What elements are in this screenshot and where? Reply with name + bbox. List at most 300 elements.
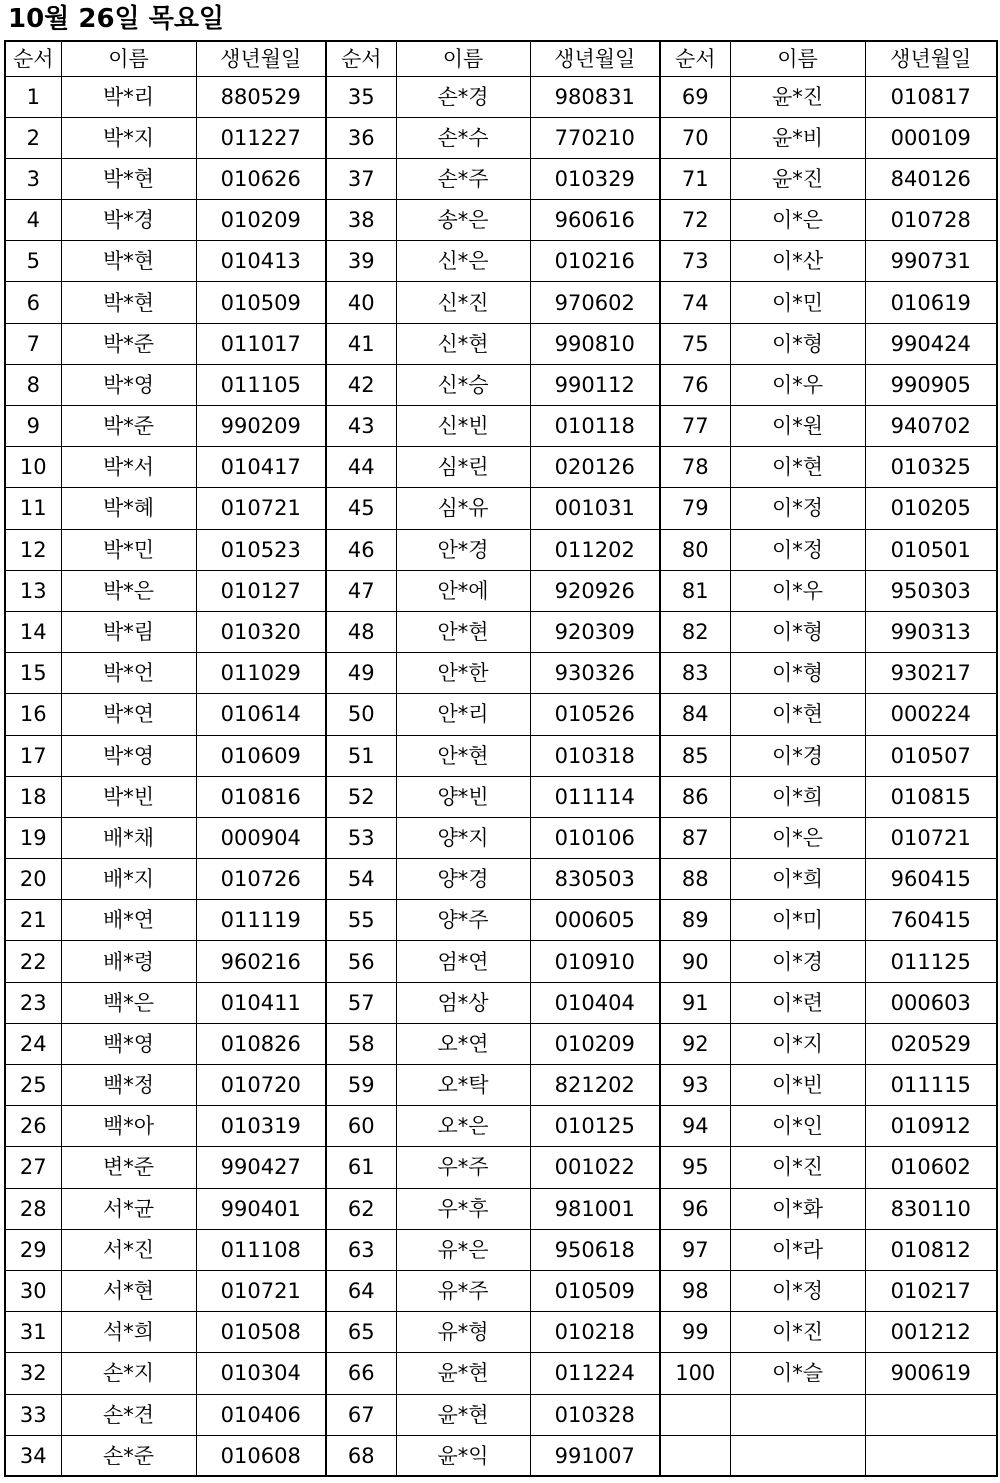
table-row xyxy=(5,1023,997,1064)
order-cell: 62 xyxy=(326,1188,396,1229)
order-cell: 26 xyxy=(5,1106,61,1147)
page-title: 10월 26일 목요일 xyxy=(8,4,225,34)
birth-cell: 010125 xyxy=(530,1106,660,1147)
empty-cell xyxy=(730,1435,865,1476)
order-cell: 49 xyxy=(326,653,396,694)
order-cell: 11 xyxy=(5,488,61,529)
name-cell: 박*경 xyxy=(61,200,196,241)
order-cell: 25 xyxy=(5,1065,61,1106)
name-cell: 박*영 xyxy=(61,735,196,776)
name-cell: 윤*진 xyxy=(730,158,865,199)
order-cell: 81 xyxy=(660,570,730,611)
order-cell: 3 xyxy=(5,158,61,199)
order-cell: 35 xyxy=(326,76,396,117)
name-cell: 우*주 xyxy=(396,1147,530,1188)
order-cell: 51 xyxy=(326,735,396,776)
birth-cell: 990112 xyxy=(530,364,660,405)
name-cell: 엄*연 xyxy=(396,941,530,982)
birth-cell: 010417 xyxy=(196,447,326,488)
name-cell: 유*형 xyxy=(396,1312,530,1353)
order-cell: 13 xyxy=(5,570,61,611)
name-cell: 이*원 xyxy=(730,406,865,447)
header-name: 이름 xyxy=(730,41,865,76)
order-cell: 94 xyxy=(660,1106,730,1147)
header-name: 이름 xyxy=(61,41,196,76)
birth-cell: 990313 xyxy=(865,611,997,652)
header-order: 순서 xyxy=(660,41,730,76)
order-cell: 28 xyxy=(5,1188,61,1229)
birth-cell: 990209 xyxy=(196,406,326,447)
table-row xyxy=(5,694,997,735)
birth-cell: 830503 xyxy=(530,859,660,900)
header-name: 이름 xyxy=(396,41,530,76)
birth-cell: 940702 xyxy=(865,406,997,447)
order-cell: 75 xyxy=(660,323,730,364)
birth-cell: 001022 xyxy=(530,1147,660,1188)
name-cell: 이*형 xyxy=(730,323,865,364)
birth-cell: 880529 xyxy=(196,76,326,117)
header-order: 순서 xyxy=(326,41,396,76)
table-row xyxy=(5,1065,997,1106)
name-cell: 양*경 xyxy=(396,859,530,900)
name-cell: 유*은 xyxy=(396,1229,530,1270)
name-cell: 배*연 xyxy=(61,900,196,941)
birth-cell: 010319 xyxy=(196,1106,326,1147)
birth-cell: 010205 xyxy=(865,488,997,529)
order-cell: 22 xyxy=(5,941,61,982)
birth-cell: 010812 xyxy=(865,1229,997,1270)
name-cell: 박*준 xyxy=(61,323,196,364)
order-cell: 83 xyxy=(660,653,730,694)
order-cell: 50 xyxy=(326,694,396,735)
order-cell: 74 xyxy=(660,282,730,323)
name-cell: 신*빈 xyxy=(396,406,530,447)
birth-cell: 960616 xyxy=(530,200,660,241)
table-row xyxy=(5,1106,997,1147)
name-cell: 손*견 xyxy=(61,1394,196,1435)
name-cell: 윤*익 xyxy=(396,1435,530,1476)
table-row xyxy=(5,241,997,282)
order-cell: 59 xyxy=(326,1065,396,1106)
birth-cell: 010508 xyxy=(196,1312,326,1353)
order-cell: 7 xyxy=(5,323,61,364)
birth-cell: 011227 xyxy=(196,117,326,158)
table-row xyxy=(5,364,997,405)
birth-cell: 010507 xyxy=(865,735,997,776)
birth-cell: 981001 xyxy=(530,1188,660,1229)
name-cell: 손*주 xyxy=(396,158,530,199)
order-cell: 76 xyxy=(660,364,730,405)
order-cell: 27 xyxy=(5,1147,61,1188)
order-cell: 85 xyxy=(660,735,730,776)
order-cell: 55 xyxy=(326,900,396,941)
order-cell: 68 xyxy=(326,1435,396,1476)
name-cell: 안*리 xyxy=(396,694,530,735)
name-cell: 양*주 xyxy=(396,900,530,941)
name-cell: 박*언 xyxy=(61,653,196,694)
birth-cell: 010304 xyxy=(196,1353,326,1394)
birth-cell: 011202 xyxy=(530,529,660,570)
table-row xyxy=(5,1394,997,1435)
table-row xyxy=(5,117,997,158)
order-cell: 5 xyxy=(5,241,61,282)
order-cell: 91 xyxy=(660,982,730,1023)
name-cell: 엄*상 xyxy=(396,982,530,1023)
birth-cell: 010721 xyxy=(196,1270,326,1311)
name-cell: 오*연 xyxy=(396,1023,530,1064)
birth-cell: 011029 xyxy=(196,653,326,694)
birth-cell: 020126 xyxy=(530,447,660,488)
name-cell: 백*영 xyxy=(61,1023,196,1064)
birth-cell: 920309 xyxy=(530,611,660,652)
birth-cell: 011017 xyxy=(196,323,326,364)
birth-cell: 010815 xyxy=(865,776,997,817)
name-cell: 손*준 xyxy=(61,1435,196,1476)
order-cell: 89 xyxy=(660,900,730,941)
name-cell: 박*현 xyxy=(61,158,196,199)
name-cell: 박*리 xyxy=(61,76,196,117)
order-cell: 32 xyxy=(5,1353,61,1394)
name-cell: 이*형 xyxy=(730,653,865,694)
name-cell: 이*은 xyxy=(730,200,865,241)
birth-cell: 770210 xyxy=(530,117,660,158)
birth-cell: 010501 xyxy=(865,529,997,570)
name-cell: 윤*진 xyxy=(730,76,865,117)
order-cell: 39 xyxy=(326,241,396,282)
birth-cell: 000224 xyxy=(865,694,997,735)
birth-cell: 960216 xyxy=(196,941,326,982)
name-cell: 윤*현 xyxy=(396,1394,530,1435)
name-cell: 송*은 xyxy=(396,200,530,241)
table-row xyxy=(5,735,997,776)
birth-cell: 010619 xyxy=(865,282,997,323)
name-cell: 이*우 xyxy=(730,364,865,405)
order-cell: 8 xyxy=(5,364,61,405)
birth-cell: 970602 xyxy=(530,282,660,323)
empty-cell xyxy=(865,1394,997,1435)
empty-cell xyxy=(660,1435,730,1476)
name-cell: 이*인 xyxy=(730,1106,865,1147)
name-cell: 박*연 xyxy=(61,694,196,735)
table-body xyxy=(5,76,997,1476)
birth-cell: 010413 xyxy=(196,241,326,282)
name-cell: 안*에 xyxy=(396,570,530,611)
order-cell: 58 xyxy=(326,1023,396,1064)
order-cell: 98 xyxy=(660,1270,730,1311)
order-cell: 41 xyxy=(326,323,396,364)
order-cell: 40 xyxy=(326,282,396,323)
name-cell: 변*준 xyxy=(61,1147,196,1188)
birth-cell: 010106 xyxy=(530,817,660,858)
birth-cell: 011115 xyxy=(865,1065,997,1106)
birth-cell: 011224 xyxy=(530,1353,660,1394)
birth-cell: 001212 xyxy=(865,1312,997,1353)
name-cell: 이*진 xyxy=(730,1312,865,1353)
order-cell: 46 xyxy=(326,529,396,570)
order-cell: 66 xyxy=(326,1353,396,1394)
header-birth: 생년월일 xyxy=(530,41,660,76)
name-cell: 이*산 xyxy=(730,241,865,282)
name-cell: 서*균 xyxy=(61,1188,196,1229)
order-cell: 10 xyxy=(5,447,61,488)
table-row xyxy=(5,1229,997,1270)
birth-cell: 010318 xyxy=(530,735,660,776)
order-cell: 4 xyxy=(5,200,61,241)
birth-cell: 000603 xyxy=(865,982,997,1023)
birth-cell: 010728 xyxy=(865,200,997,241)
table-row xyxy=(5,570,997,611)
table-row xyxy=(5,1312,997,1353)
birth-cell: 930326 xyxy=(530,653,660,694)
birth-cell: 010817 xyxy=(865,76,997,117)
name-cell: 서*진 xyxy=(61,1229,196,1270)
header-order: 순서 xyxy=(5,41,61,76)
order-cell: 56 xyxy=(326,941,396,982)
birth-cell: 010209 xyxy=(196,200,326,241)
order-cell: 30 xyxy=(5,1270,61,1311)
order-cell: 43 xyxy=(326,406,396,447)
table-row xyxy=(5,817,997,858)
birth-cell: 011108 xyxy=(196,1229,326,1270)
order-cell: 61 xyxy=(326,1147,396,1188)
order-cell: 24 xyxy=(5,1023,61,1064)
order-cell: 44 xyxy=(326,447,396,488)
birth-cell: 010218 xyxy=(530,1312,660,1353)
birth-cell: 990905 xyxy=(865,364,997,405)
table-row xyxy=(5,488,997,529)
order-cell: 84 xyxy=(660,694,730,735)
name-cell: 신*은 xyxy=(396,241,530,282)
empty-cell xyxy=(865,1435,997,1476)
birth-cell: 010509 xyxy=(530,1270,660,1311)
order-cell: 99 xyxy=(660,1312,730,1353)
name-cell: 이*정 xyxy=(730,488,865,529)
birth-cell: 010526 xyxy=(530,694,660,735)
name-cell: 박*서 xyxy=(61,447,196,488)
table-header xyxy=(5,41,997,76)
birth-cell: 010609 xyxy=(196,735,326,776)
order-cell: 88 xyxy=(660,859,730,900)
birth-cell: 010404 xyxy=(530,982,660,1023)
order-cell: 18 xyxy=(5,776,61,817)
name-cell: 배*지 xyxy=(61,859,196,900)
birth-cell: 830110 xyxy=(865,1188,997,1229)
name-cell: 유*주 xyxy=(396,1270,530,1311)
name-cell: 이*희 xyxy=(730,859,865,900)
name-cell: 이*경 xyxy=(730,941,865,982)
order-cell: 93 xyxy=(660,1065,730,1106)
order-cell: 9 xyxy=(5,406,61,447)
name-cell: 이*은 xyxy=(730,817,865,858)
name-cell: 안*한 xyxy=(396,653,530,694)
name-cell: 이*정 xyxy=(730,1270,865,1311)
order-cell: 73 xyxy=(660,241,730,282)
table-row xyxy=(5,158,997,199)
name-cell: 이*현 xyxy=(730,447,865,488)
birth-cell: 900619 xyxy=(865,1353,997,1394)
order-cell: 14 xyxy=(5,611,61,652)
birth-cell: 010217 xyxy=(865,1270,997,1311)
name-cell: 이*라 xyxy=(730,1229,865,1270)
name-cell: 신*현 xyxy=(396,323,530,364)
order-cell: 90 xyxy=(660,941,730,982)
empty-cell xyxy=(660,1394,730,1435)
table-row xyxy=(5,900,997,941)
name-cell: 심*린 xyxy=(396,447,530,488)
order-cell: 96 xyxy=(660,1188,730,1229)
birth-cell: 010720 xyxy=(196,1065,326,1106)
birth-cell: 950618 xyxy=(530,1229,660,1270)
order-cell: 92 xyxy=(660,1023,730,1064)
birth-cell: 010721 xyxy=(865,817,997,858)
table-row xyxy=(5,76,997,117)
order-cell: 2 xyxy=(5,117,61,158)
birth-cell: 000605 xyxy=(530,900,660,941)
name-cell: 배*령 xyxy=(61,941,196,982)
order-cell: 54 xyxy=(326,859,396,900)
birth-cell: 011105 xyxy=(196,364,326,405)
order-cell: 29 xyxy=(5,1229,61,1270)
name-cell: 이*희 xyxy=(730,776,865,817)
table-row xyxy=(5,529,997,570)
empty-cell xyxy=(730,1394,865,1435)
order-cell: 31 xyxy=(5,1312,61,1353)
name-cell: 백*아 xyxy=(61,1106,196,1147)
table-row xyxy=(5,1353,997,1394)
order-cell: 79 xyxy=(660,488,730,529)
name-cell: 백*정 xyxy=(61,1065,196,1106)
order-cell: 21 xyxy=(5,900,61,941)
birth-cell: 010726 xyxy=(196,859,326,900)
table-row xyxy=(5,859,997,900)
name-cell: 양*빈 xyxy=(396,776,530,817)
name-cell: 오*은 xyxy=(396,1106,530,1147)
name-cell: 박*은 xyxy=(61,570,196,611)
order-cell: 95 xyxy=(660,1147,730,1188)
birth-cell: 920926 xyxy=(530,570,660,611)
name-cell: 배*채 xyxy=(61,817,196,858)
order-cell: 42 xyxy=(326,364,396,405)
table-row xyxy=(5,611,997,652)
name-cell: 이*경 xyxy=(730,735,865,776)
order-cell: 16 xyxy=(5,694,61,735)
order-cell: 100 xyxy=(660,1353,730,1394)
roster-table xyxy=(4,40,998,1477)
birth-cell: 010523 xyxy=(196,529,326,570)
name-cell: 이*미 xyxy=(730,900,865,941)
order-cell: 86 xyxy=(660,776,730,817)
order-cell: 6 xyxy=(5,282,61,323)
birth-cell: 990810 xyxy=(530,323,660,364)
order-cell: 1 xyxy=(5,76,61,117)
table-row xyxy=(5,982,997,1023)
table-row xyxy=(5,406,997,447)
order-cell: 77 xyxy=(660,406,730,447)
order-cell: 69 xyxy=(660,76,730,117)
name-cell: 윤*현 xyxy=(396,1353,530,1394)
birth-cell: 010602 xyxy=(865,1147,997,1188)
name-cell: 이*련 xyxy=(730,982,865,1023)
order-cell: 71 xyxy=(660,158,730,199)
name-cell: 박*림 xyxy=(61,611,196,652)
name-cell: 안*경 xyxy=(396,529,530,570)
birth-cell: 990427 xyxy=(196,1147,326,1188)
order-cell: 20 xyxy=(5,859,61,900)
birth-cell: 010216 xyxy=(530,241,660,282)
birth-cell: 001031 xyxy=(530,488,660,529)
name-cell: 이*민 xyxy=(730,282,865,323)
name-cell: 박*빈 xyxy=(61,776,196,817)
birth-cell: 010608 xyxy=(196,1435,326,1476)
birth-cell: 011119 xyxy=(196,900,326,941)
name-cell: 이*화 xyxy=(730,1188,865,1229)
order-cell: 70 xyxy=(660,117,730,158)
birth-cell: 010411 xyxy=(196,982,326,1023)
birth-cell: 010721 xyxy=(196,488,326,529)
name-cell: 박*영 xyxy=(61,364,196,405)
order-cell: 23 xyxy=(5,982,61,1023)
birth-cell: 010626 xyxy=(196,158,326,199)
birth-cell: 980831 xyxy=(530,76,660,117)
name-cell: 손*수 xyxy=(396,117,530,158)
order-cell: 47 xyxy=(326,570,396,611)
order-cell: 63 xyxy=(326,1229,396,1270)
name-cell: 이*슬 xyxy=(730,1353,865,1394)
order-cell: 78 xyxy=(660,447,730,488)
birth-cell: 990401 xyxy=(196,1188,326,1229)
table-row xyxy=(5,447,997,488)
birth-cell: 011114 xyxy=(530,776,660,817)
name-cell: 박*준 xyxy=(61,406,196,447)
birth-cell: 010816 xyxy=(196,776,326,817)
order-cell: 65 xyxy=(326,1312,396,1353)
birth-cell: 840126 xyxy=(865,158,997,199)
birth-cell: 930217 xyxy=(865,653,997,694)
name-cell: 손*경 xyxy=(396,76,530,117)
name-cell: 안*현 xyxy=(396,611,530,652)
birth-cell: 010912 xyxy=(865,1106,997,1147)
order-cell: 33 xyxy=(5,1394,61,1435)
name-cell: 오*탁 xyxy=(396,1065,530,1106)
birth-cell: 010826 xyxy=(196,1023,326,1064)
birth-cell: 010127 xyxy=(196,570,326,611)
table-row xyxy=(5,282,997,323)
birth-cell: 010325 xyxy=(865,447,997,488)
order-cell: 45 xyxy=(326,488,396,529)
order-cell: 57 xyxy=(326,982,396,1023)
birth-cell: 010209 xyxy=(530,1023,660,1064)
name-cell: 박*현 xyxy=(61,241,196,282)
table-row xyxy=(5,653,997,694)
birth-cell: 020529 xyxy=(865,1023,997,1064)
table-row xyxy=(5,200,997,241)
order-cell: 15 xyxy=(5,653,61,694)
name-cell: 이*현 xyxy=(730,694,865,735)
birth-cell: 010509 xyxy=(196,282,326,323)
name-cell: 이*진 xyxy=(730,1147,865,1188)
name-cell: 우*후 xyxy=(396,1188,530,1229)
table-row xyxy=(5,941,997,982)
order-cell: 67 xyxy=(326,1394,396,1435)
order-cell: 52 xyxy=(326,776,396,817)
name-cell: 박*현 xyxy=(61,282,196,323)
order-cell: 97 xyxy=(660,1229,730,1270)
table-row xyxy=(5,776,997,817)
name-cell: 신*진 xyxy=(396,282,530,323)
order-cell: 48 xyxy=(326,611,396,652)
name-cell: 손*지 xyxy=(61,1353,196,1394)
birth-cell: 960415 xyxy=(865,859,997,900)
